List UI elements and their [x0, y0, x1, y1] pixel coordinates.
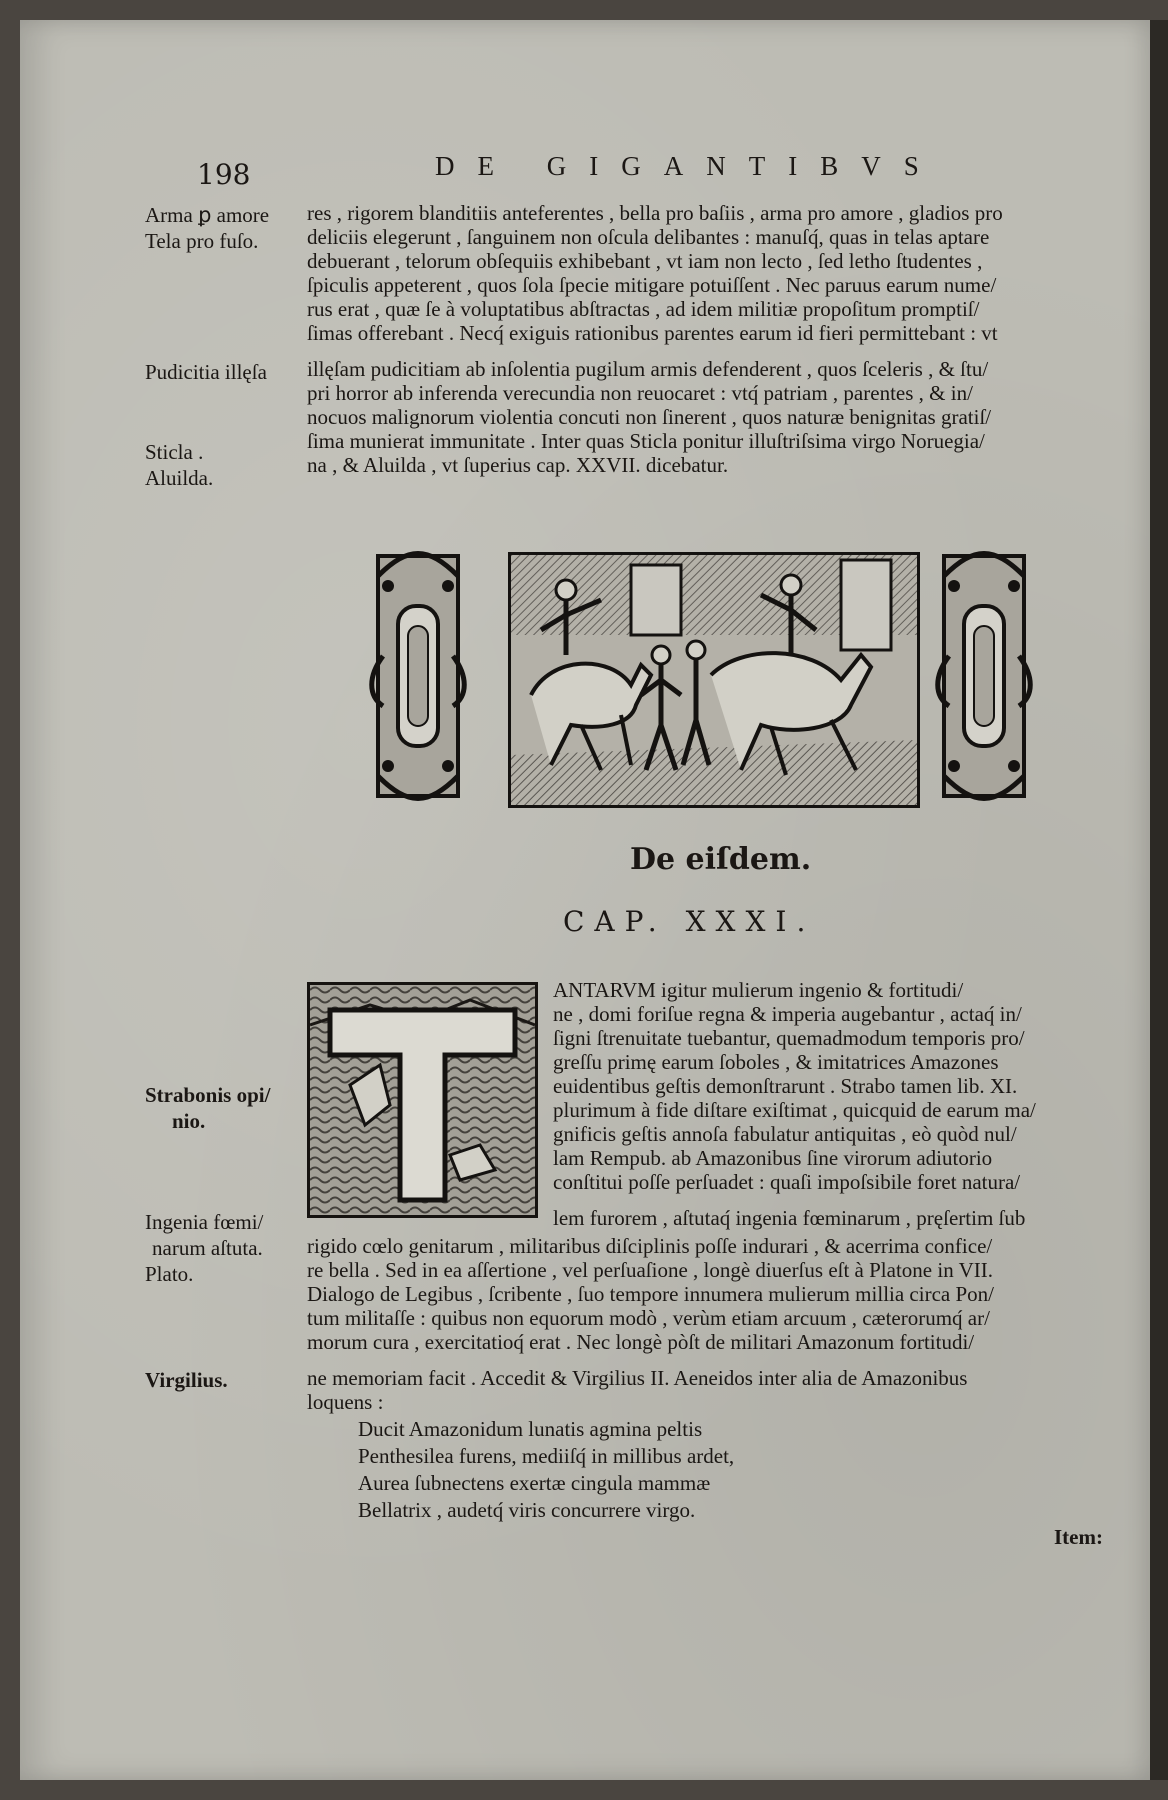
running-title: DE GIGANTIBVS	[435, 151, 942, 181]
text-line: ſimas offerebant . Necq́ exiguis rationibus parentes earum id fieri permittebant : vt	[307, 321, 998, 345]
text-line: illęſam pudicitiam ab inſolentia pugilum armis defenderent , quos ſceleris , & ſtu/	[307, 357, 989, 381]
margin-note: Tela pro fuſo.	[145, 229, 259, 253]
initial-letter-t	[310, 985, 535, 1215]
margin-note: nio.	[172, 1109, 206, 1133]
text-line: rigido cœlo genitarum , militaribus diſciplinis poſſe indurari , & acerrima confice/	[307, 1234, 993, 1258]
text-line: ſpiculis appeterent , quos ſola ſpecie mitigare potuiſſent . Nec paruus earum nume/	[307, 273, 997, 297]
text-line: loquens :	[307, 1390, 384, 1414]
margin-note: Arma ꝑ amore	[145, 203, 270, 227]
text-line: tum militaſſe : quibus non equorum modò , verùm etiam arcuum , cæterorumq́ ar/	[307, 1306, 990, 1330]
text-line: rus erat , quæ ſe à voluptatibus abſtractas , ad idem militiæ propoſitum promptiſ/	[307, 297, 980, 321]
text-line: ANTARVM igitur mulierum ingenio & fortitudi/	[553, 978, 964, 1002]
text-line: res , rigorem blanditiis anteferentes , bella pro baſiis , arma pro amore , gladios pro	[307, 201, 1003, 225]
text-line: debuerant , telorum obſequiis exhibebant , vt iam non lecto , ſed letho ſtudentes ,	[307, 249, 983, 273]
text-line: greſſu primę earum ſoboles , & imitatrices Amazones	[553, 1050, 999, 1074]
verse-line: Aurea ſubnectens exertæ cingula mammæ	[358, 1471, 711, 1495]
margin-note: narum aſtuta.	[152, 1236, 263, 1260]
verse-line: Bellatrix , audetq́ viris concurrere virgo.	[358, 1498, 696, 1522]
page-number: 198	[197, 158, 251, 191]
text-line: conſtitui poſſe perſuadet : quaſi impoſsibile foret natura/	[553, 1170, 1021, 1194]
woodcut-illustration	[508, 552, 920, 808]
margin-note: Sticla .	[145, 440, 204, 464]
horsemen-scene-image	[511, 555, 917, 805]
margin-note: Plato.	[145, 1262, 194, 1286]
text-line: na , & Aluilda , vt ſuperius cap. XXVII. dicebatur.	[307, 453, 729, 477]
margin-note: Virgilius.	[145, 1368, 228, 1392]
margin-note: Pudicitia illęſa	[145, 360, 267, 384]
chapter-title: De eiſdem.	[630, 842, 812, 877]
text-line: ſigni ſtrenuitate tuebantur, quemadmodum temporis pro/	[553, 1026, 1025, 1050]
text-line: ne memoriam facit . Accedit & Virgilius II. Aeneidos inter alia de Amazonibus	[307, 1366, 968, 1390]
ornament-right	[934, 546, 1034, 806]
text-line: deliciis elegerunt , ſanguinem non oſcula delibantes : manuſq́, quas in telas aptare	[307, 225, 990, 249]
text-line: pri horror ab inferenda verecundia non reuocaret : vtq́ patriam , parentes , & in/	[307, 381, 973, 405]
chapter-number: CAP. XXXI.	[563, 905, 816, 938]
text-line: nocuos malignorum violentia concuti non ſinerent , quos naturæ benignitas gratiſ/	[307, 405, 992, 429]
catchword: Item:	[1054, 1525, 1103, 1549]
text-line: plurimum à fide diſtare exiſtimat , quicquid de earum ma/	[553, 1098, 1036, 1122]
verse-line: Ducit Amazonidum lunatis agmina peltis	[358, 1417, 703, 1441]
text-line: Dialogo de Legibus , ſcribente , ſuo tempore innumera mulierum millia circa Pon/	[307, 1282, 994, 1306]
margin-note: Strabonis opi/	[145, 1083, 271, 1107]
text-line: ſima munierat immunitate . Inter quas Sticla ponitur illuſtriſsima virgo Noruegia/	[307, 429, 985, 453]
verse-line: Penthesilea furens, mediiſq́ in millibus ardet,	[358, 1444, 735, 1468]
text-line: gnificis geſtis annoſa fabulatur antiquitas , eò quòd nul/	[553, 1122, 1017, 1146]
decorated-initial	[307, 982, 538, 1218]
ornament-left	[368, 546, 468, 806]
text-line: re bella . Sed in ea aſſertione , vel perſuaſione , longè diuerſus eſt à Platone in VII.	[307, 1258, 993, 1282]
text-line: ne , domi foriſue regna & imperia augebantur , actaq́ in/	[553, 1002, 1022, 1026]
margin-note: Aluilda.	[145, 466, 214, 490]
text-line: morum cura , exercitatioq́ erat . Nec longè pòſt de militari Amazonum fortitudi/	[307, 1330, 975, 1354]
text-line: euidentibus geſtis demonſtrarunt . Strabo tamen lib. XI.	[553, 1074, 1018, 1098]
margin-note: Ingenia fœmi/	[145, 1210, 264, 1234]
text-line: lem furorem , aſtutaq́ ingenia fœminarum , pręſertim ſub	[553, 1206, 1026, 1230]
text-line: lam Rempub. ab Amazonibus ſine virorum adiutorio	[553, 1146, 993, 1170]
